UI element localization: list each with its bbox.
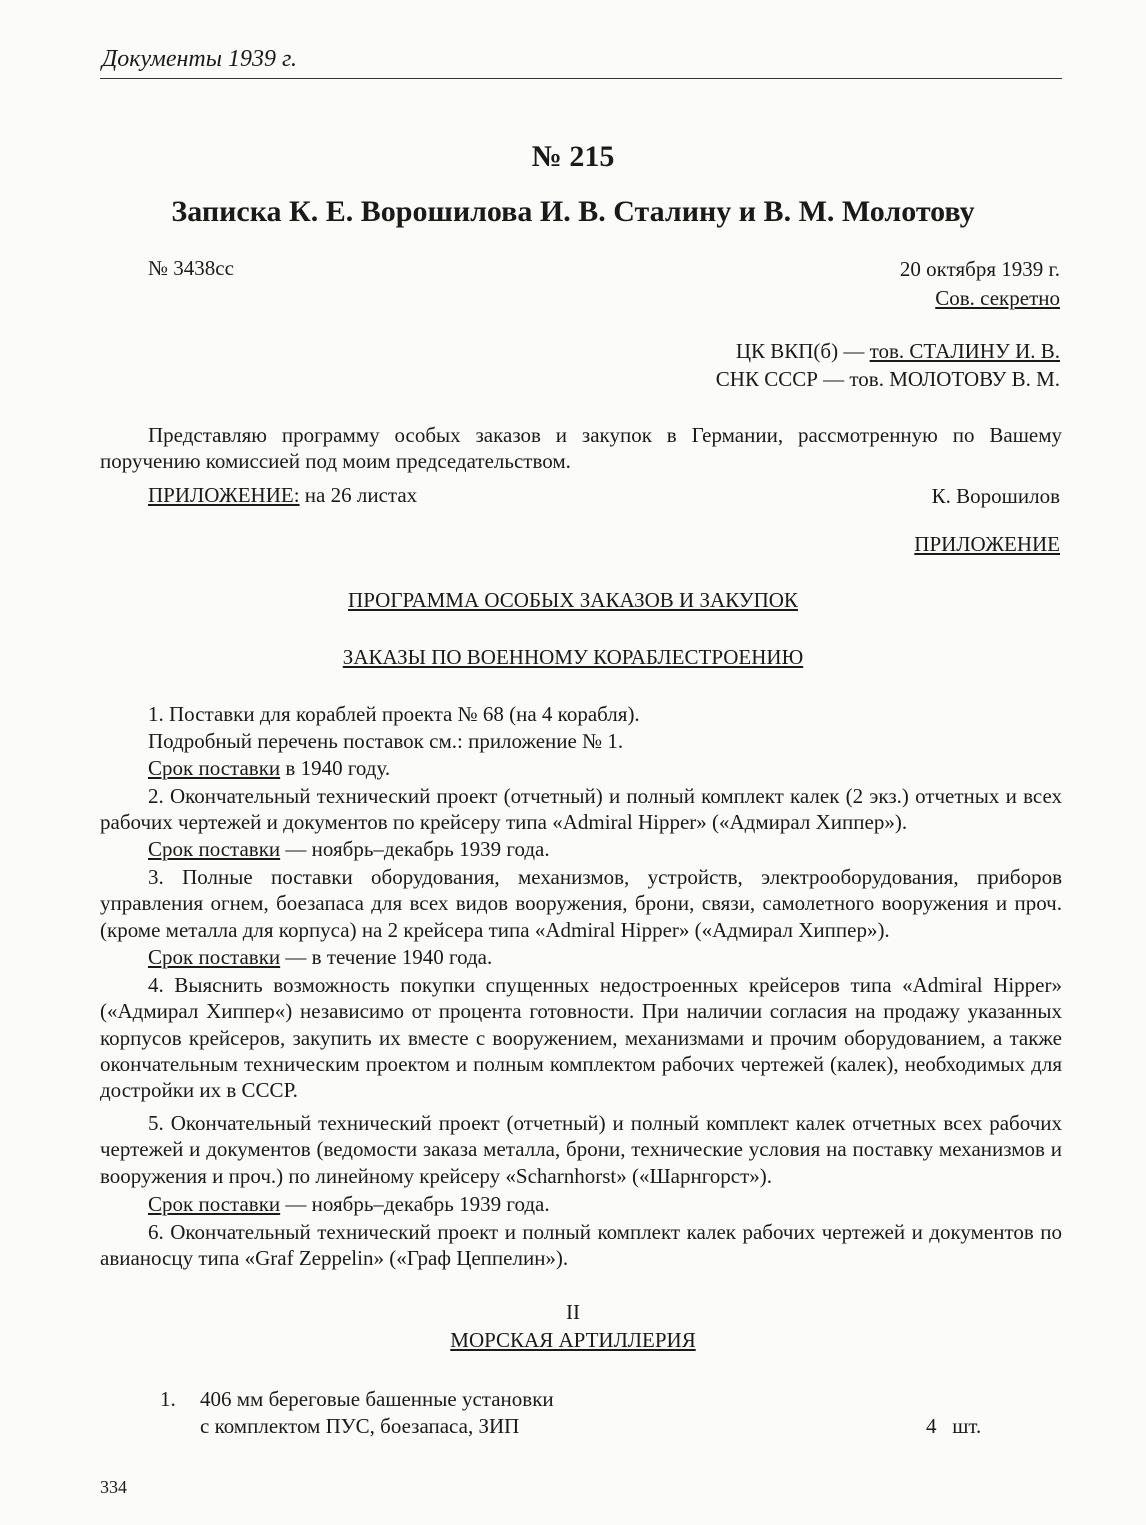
attachment-line	[148, 483, 417, 508]
section-2-numeral: II	[566, 1300, 580, 1324]
body-paragraph: Представляю программу особых заказов и закупок в Германии, рассмотренную по Вашему поручению комиссией под моим председательством.	[100, 423, 1062, 474]
attachment-text: на 26 листах	[299, 483, 418, 507]
addressee-1	[736, 339, 1060, 364]
item-2: 2. Окончательный технический проект (отчетный) и полный комплект калек (2 экз.) отчетных и всех рабочих чертежей и документов по крейсеру типа «Admiral Hipper» («Адмирал Хиппер»).	[100, 784, 1062, 835]
item-1-detail: Подробный перечень поставок см.: приложение № 1.	[148, 729, 624, 753]
item-6: 6. Окончательный технический проект и полный комплект калек рабочих чертежей и документов по авианосцу типа «Graf Zeppelin» («Граф Цеппелин»).	[100, 1220, 1062, 1271]
program-title: ПРОГРАММА ОСОБЫХ ЗАКАЗОВ И ЗАКУПОК	[348, 588, 798, 612]
artillery-item-line-2: с комплектом ПУС, боезапаса, ЗИП	[200, 1414, 520, 1438]
artillery-item-line-1: 406 мм береговые башенные установки	[200, 1387, 554, 1411]
addressee-2: СНК СССР — тов. МОЛОТОВУ В. М.	[715, 367, 1060, 391]
item-5: 5. Окончательный технический проект (отчетный) и полный комплект калек отчетных всех рабочих чертежей и документов (ведомости заказа металла, брони, технические условия на поставку механизмов и вооружения и проч.) по линейному крейсеру «Scharnhorst» («Шарнгорст»).	[100, 1111, 1062, 1188]
item-3-deadline	[148, 945, 492, 970]
deadline-label: Срок поставки	[148, 756, 281, 780]
item-4: 4. Выяснить возможность покупки спущенных недостроенных крейсеров типа «Admiral Hipper» («Адмирал Хиппер«) независимо от процента готовности. При наличии согласия на продажу указанных корпусов крейсеров, закупить их вместе с вооружением, механизмами и прочим оборудованием, а также окончательным техническим проектом и полным комплектом рабочих чертежей (калек), необходимых для достройки их в СССР.	[100, 973, 1062, 1103]
section-2-title: МОРСКАЯ АРТИЛЛЕРИЯ	[450, 1328, 696, 1352]
document-number: № 215	[531, 140, 615, 173]
item-5-deadline	[148, 1192, 550, 1217]
addressee-1-name: тов. СТАЛИНУ И. В.	[869, 339, 1060, 363]
deadline-label: Срок поставки	[148, 1192, 281, 1216]
document-title: Записка К. Е. Ворошилова И. В. Сталину и В. М. Молотову	[171, 195, 975, 228]
item-1: 1. Поставки для кораблей проекта № 68 (на 4 корабля).	[148, 702, 640, 726]
deadline-value: в 1940 году.	[280, 756, 391, 780]
signature: К. Ворошилов	[931, 484, 1060, 508]
attachment-label: ПРИЛОЖЕНИЕ:	[148, 483, 300, 507]
quantity-value: 4	[926, 1414, 937, 1438]
deadline-value: — ноябрь–декабрь 1939 года.	[280, 837, 550, 861]
item-3: 3. Полные поставки оборудования, механизмов, устройств, электрооборудования, приборов управления огнем, боезапаса для всех видов вооружения, брони, связи, самолетного вооружения и проч. (кроме металла для корпуса) на 2 крейсера типа «Admiral Hipper» («Адмирал Хиппер»).	[100, 865, 1062, 942]
registration-number: № 3438сс	[148, 256, 234, 280]
classification-mark: Сов. секретно	[935, 286, 1060, 310]
deadline-value: — в течение 1940 года.	[280, 945, 493, 969]
document-date: 20 октября 1939 г.	[899, 257, 1060, 281]
deadline-label: Срок поставки	[148, 837, 281, 861]
header-rule	[100, 78, 1062, 79]
section-1-title: ЗАКАЗЫ ПО ВОЕННОМУ КОРАБЛЕСТРОЕНИЮ	[342, 645, 804, 669]
running-head: Документы 1939 г.	[102, 46, 298, 72]
item-1-deadline	[148, 756, 390, 781]
artillery-item-number: 1.	[160, 1387, 176, 1411]
deadline-label: Срок поставки	[148, 945, 281, 969]
artillery-item-quantity	[926, 1414, 981, 1439]
addressee-1-prefix: ЦК ВКП(б) —	[735, 339, 870, 363]
quantity-unit: шт.	[952, 1414, 982, 1438]
deadline-value: — ноябрь–декабрь 1939 года.	[280, 1192, 550, 1216]
page-number: 334	[100, 1477, 127, 1497]
appendix-label: ПРИЛОЖЕНИЕ	[914, 532, 1060, 556]
item-2-deadline	[148, 837, 550, 862]
